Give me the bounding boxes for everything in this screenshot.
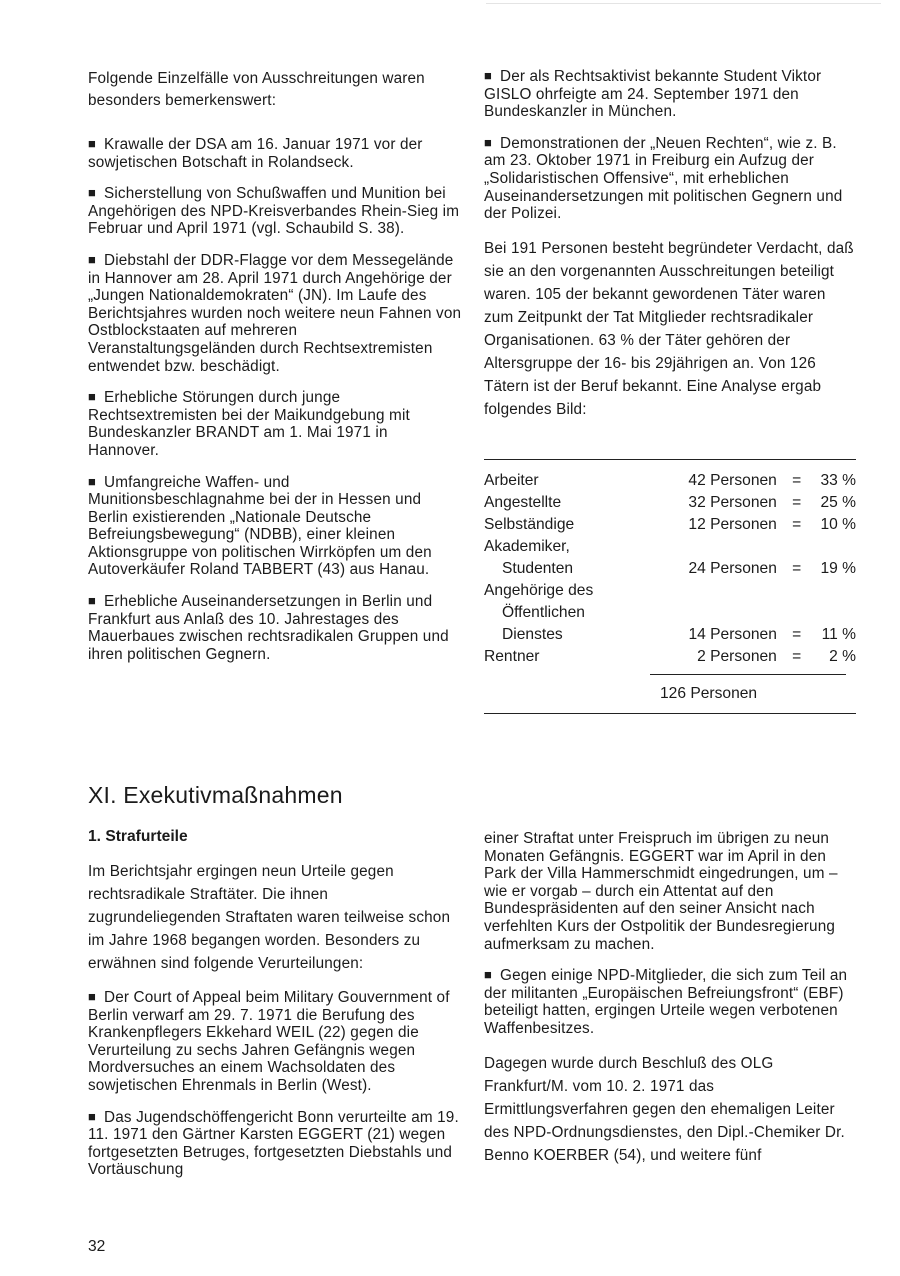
percent-value: 25 % xyxy=(820,493,856,511)
total-persons: 126 Personen xyxy=(660,684,758,702)
sum-rule xyxy=(650,674,846,675)
table-row xyxy=(484,580,856,602)
occupation-label: Rentner xyxy=(484,647,540,665)
equals-sign: = xyxy=(792,515,802,533)
occupation-label-cont: Dienstes xyxy=(502,625,563,643)
right-column-bottom xyxy=(484,830,856,1181)
offender-analysis-paragraph: Bei 191 Personen besteht begründeter Verdacht, daß sie an den vorgenannten Ausschreitungen beteiligt waren. 105 der bekannt gewordenen Täter waren zum Zeitpunkt der Tat Mitglieder rechtsradikaler Organisationen. 63 % der Täter gehören der Altersgruppe der 16- bis 29jährigen an. Von 126 Tätern ist der Beruf bekannt. Eine Analyse ergab folgendes Bild: xyxy=(484,239,854,418)
persons-value: 24 Personen xyxy=(688,559,777,577)
occupation-label: Angehörige des xyxy=(484,581,594,599)
percent-value: 2 % xyxy=(829,647,856,665)
occupation-label: Akademiker, xyxy=(484,537,570,555)
verdict-continuation: einer Straftat unter Freispruch im übrigen zu neun Monaten Gefängnis. EGGERT war im April in den Park der Villa Hammerschmidt eingedrungen, um – wie er vorgab – durch ein Attentat auf den Bundespräsidenten auf den seiner Ansicht nach verfehlten Kurs der Ostpolitik der Bundesregierung aufmerksam zu machen. xyxy=(484,830,838,953)
percent-value: 19 % xyxy=(820,559,856,577)
persons-value: 32 Personen xyxy=(688,493,777,511)
incident-item: ■ Der als Rechtsaktivist bekannte Student Viktor GISLO ohrfeigte am 24. September 1971 den Bundeskanzler in München. xyxy=(484,68,856,121)
table-row xyxy=(484,646,856,668)
left-column-bottom xyxy=(88,828,462,1193)
verdict-item: ■ Gegen einige NPD-Mitglieder, die sich zum Teil an der militanten „Europäischen Befreiungsfront“ (EBF) beteiligt hatten, ergingen Urteile wegen verbotenen Waffenbesitzes. xyxy=(484,967,856,1037)
incident-item: ■ Demonstrationen der „Neuen Rechten“, wie z. B. am 23. Oktober 1971 in Freiburg ein Aufzug der „Solidaristischen Offensive“, mit erheblichen Auseinandersetzungen mit politischen Gegnern und der Polizei. xyxy=(484,135,856,223)
occupation-label: Arbeiter xyxy=(484,471,539,489)
persons-value: 12 Personen xyxy=(688,515,777,533)
equals-sign: = xyxy=(792,493,802,511)
table-row xyxy=(484,624,856,646)
scan-edge-line xyxy=(486,3,881,4)
right-column-top xyxy=(484,68,856,714)
occupation-label: Angestellte xyxy=(484,493,562,511)
verdicts-intro: Im Berichtsjahr ergingen neun Urteile gegen rechtsradikale Straftäter. Die ihnen zugrundeliegenden Straftaten waren teilweise schon im Jahre 1968 begangen worden. Besonders zu erwähnen sind folgende Verurteilungen: xyxy=(88,863,451,972)
table-row xyxy=(484,492,856,514)
occupation-label-cont: Öffentlichen xyxy=(502,603,585,621)
percent-value: 11 % xyxy=(821,625,856,643)
left-column-top xyxy=(88,68,462,677)
incident-item: ■ Diebstahl der DDR-Flagge vor dem Messegelände in Hannover am 28. April 1971 durch Angehörige der „Jungen Nationaldemokraten“ (JN). Im Laufe des Berichtsjahres wurden noch weitere neun Fahnen von Ostblockstaaten auf mehreren Veranstaltungsgeländen durch Rechtsextremisten entwendet bzw. beschädigt. xyxy=(88,252,462,375)
subsection-title: 1. Strafurteile xyxy=(88,828,188,845)
equals-sign: = xyxy=(792,471,802,489)
equals-sign: = xyxy=(792,559,802,577)
incident-item: ■ Erhebliche Auseinandersetzungen in Berlin und Frankfurt aus Anlaß des 10. Jahrestages des Mauerbaues zwischen rechtsradikalen Gruppen und ihren politischen Gegnern. xyxy=(88,593,462,663)
table-row xyxy=(484,536,856,558)
persons-value: 2 Personen xyxy=(697,647,777,665)
verdict-item: ■ Das Jugendschöffengericht Bonn verurteilte am 19. 11. 1971 den Gärtner Karsten EGGERT (21) wegen fortgesetzten Betruges, fortgesetzten Diebstahls und Vortäuschung xyxy=(88,1109,462,1179)
equals-sign: = xyxy=(792,647,802,665)
percent-value: 33 % xyxy=(820,471,856,489)
table-row xyxy=(484,514,856,536)
percent-value: 10 % xyxy=(820,515,856,533)
verdict-item: ■ Der Court of Appeal beim Military Gouvernment of Berlin verwarf am 29. 7. 1971 die Berufung des Krankenpflegers Ekkehard WEIL (22) gegen die Verurteilung zu sechs Jahren Gefängnis wegen Mordversuches an einem Wachsoldaten des sowjetischen Ehrenmals in Berlin (West). xyxy=(88,989,462,1095)
incident-item: ■ Umfangreiche Waffen- und Munitionsbeschlagnahme bei der in Hessen und Berlin existierenden „Nationale Deutsche Befreiungsbewegung“ (NDBB), einer kleinen Aktionsgruppe von politischen Wirrköpfen um den Autoverkäufer Roland TABBERT (43) aus Hanau. xyxy=(88,474,462,580)
occupation-table xyxy=(484,459,856,714)
incidents-intro: Folgende Einzelfälle von Ausschreitungen waren besonders bemerkenswert: xyxy=(88,70,425,109)
olg-decision-paragraph: Dagegen wurde durch Beschluß des OLG Frankfurt/M. vom 10. 2. 1971 das Ermittlungsverfahren gegen den ehemaligen Leiter des NPD-Ordnungsdienstes, den Dipl.-Chemiker Dr. Benno KOERBER (54), und weitere fünf xyxy=(484,1054,845,1164)
persons-value: 42 Personen xyxy=(688,471,777,489)
equals-sign: = xyxy=(792,625,802,643)
page-number: 32 xyxy=(88,1238,106,1255)
occupation-label-cont: Studenten xyxy=(502,559,574,577)
occupation-label: Selbständige xyxy=(484,515,575,533)
table-row xyxy=(484,602,856,624)
incident-item: ■ Erhebliche Störungen durch junge Rechtsextremisten bei der Maikundgebung mit Bundeskanzler BRANDT am 1. Mai 1971 in Hannover. xyxy=(88,389,462,459)
table-row xyxy=(484,558,856,580)
section-title: XI. Exekutivmaßnahmen xyxy=(88,782,343,808)
incident-item: ■ Sicherstellung von Schußwaffen und Munition bei Angehörigen des NPD-Kreisverbandes Rhein-Sieg im Februar und April 1971 (vgl. Schaubild S. 38). xyxy=(88,185,462,238)
table-row xyxy=(484,470,856,492)
incident-item: ■ Krawalle der DSA am 16. Januar 1971 vor der sowjetischen Botschaft in Rolandseck. xyxy=(88,136,462,171)
persons-value: 14 Personen xyxy=(688,625,777,643)
